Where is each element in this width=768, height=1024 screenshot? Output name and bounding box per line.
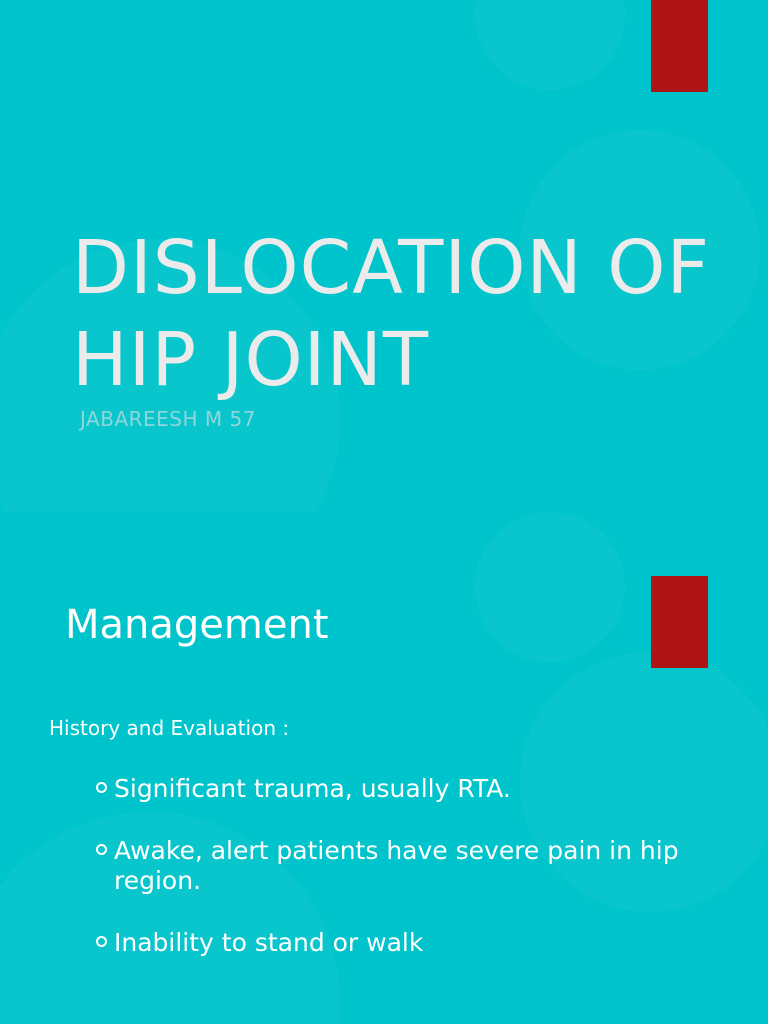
bullet-item <box>96 774 716 804</box>
background-circle <box>475 0 625 90</box>
bullet-text: Significant trauma, usually RTA. <box>114 774 511 803</box>
background-circle <box>475 512 625 662</box>
bullet-circle-icon <box>96 782 107 793</box>
bullet-circle-icon <box>96 936 107 947</box>
bullet-circle-icon <box>96 844 107 855</box>
slide-subtitle: JABAREESH M 57 <box>80 407 256 431</box>
slide-heading: Management <box>65 602 329 648</box>
accent-bar <box>651 0 708 92</box>
bullet-list <box>96 774 716 990</box>
bullet-item <box>96 928 716 958</box>
section-lead: History and Evaluation : <box>49 716 290 740</box>
bullet-text: Inability to stand or walk <box>114 928 424 957</box>
bullet-text: Awake, alert patients have severe pain in hip region. <box>114 836 679 895</box>
bullet-item <box>96 836 716 896</box>
accent-bar <box>651 576 708 668</box>
content-slide <box>0 512 768 1024</box>
slide-title: DISLOCATION OF HIP JOINT <box>72 225 711 403</box>
